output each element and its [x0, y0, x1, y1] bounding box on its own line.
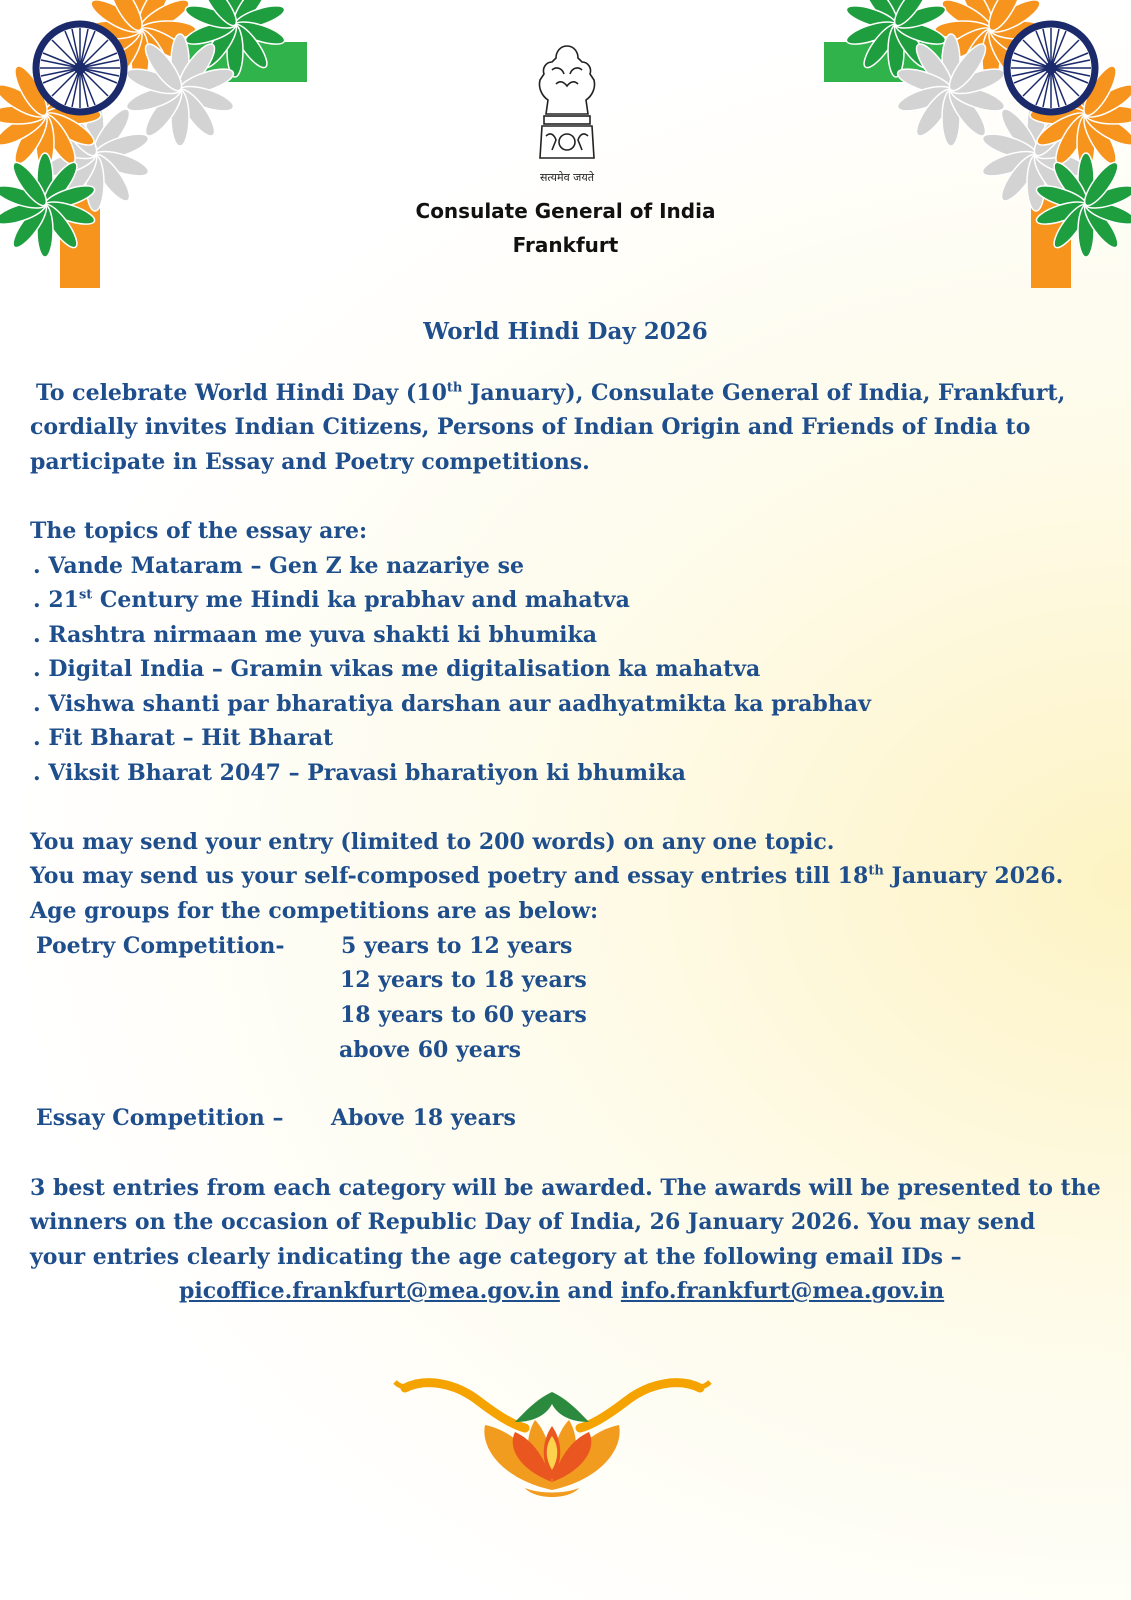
topic-item: . Vishwa shanti par bharatiya darshan aur aadhyatmikta ka prabhav [33, 691, 871, 717]
topic-item: . 21st Century me Hindi ka prabhav and mahatva [33, 587, 630, 613]
poetry-age-group: above 60 years [339, 1037, 522, 1063]
page-title: World Hindi Day 2026 [423, 318, 708, 345]
email-line: picoffice.frankfurt@mea.gov.in and info.frankfurt@mea.gov.in [179, 1278, 945, 1304]
topic-item: . Rashtra nirmaan me yuva shakti ki bhumika [33, 622, 598, 648]
deadline-text: You may send us your self-composed poetry and essay entries till 18th January 2026. [30, 863, 1064, 889]
poetry-age-group: 12 years to 18 years [340, 967, 587, 993]
consulate-name: Consulate General of India [415, 199, 716, 223]
topic-item: . Fit Bharat – Hit Bharat [33, 725, 334, 751]
essay-competition-label: Essay Competition – [36, 1105, 284, 1131]
emblem-motto: सत्यमेव जयते [539, 171, 595, 184]
poetry-competition-label: Poetry Competition- [36, 933, 285, 959]
intro-line-2: cordially invites Indian Citizens, Persons of Indian Origin and Friends of India to [30, 414, 1031, 440]
topic-item: . Digital India – Gramin vikas me digitalisation ka mahatva [33, 656, 761, 682]
topics-heading: The topics of the essay are: [30, 518, 368, 544]
age-groups-intro: Age groups for the competitions are as below: [30, 898, 599, 924]
topic-item: . Vande Mataram – Gen Z ke nazariye se [33, 553, 524, 579]
topic-item: . Viksit Bharat 2047 – Pravasi bharatiyon ki bhumika [33, 760, 686, 786]
awards-line-1: 3 best entries from each category will be awarded. The awards will be presented to the [30, 1175, 1101, 1201]
email-link-info[interactable]: info.frankfurt@mea.gov.in [620, 1278, 945, 1304]
email-link-picoffice[interactable]: picoffice.frankfurt@mea.gov.in [179, 1278, 560, 1304]
national-emblem-icon [522, 40, 612, 190]
awards-line-3: your entries clearly indicating the age category at the following email IDs – [30, 1244, 962, 1270]
diya-flower-icon [385, 1370, 720, 1505]
consulate-city: Frankfurt [512, 233, 619, 257]
intro-line-3: participate in Essay and Poetry competitions. [30, 449, 590, 475]
poetry-age-group: 18 years to 60 years [340, 1002, 587, 1028]
poetry-age-group: 5 years to 12 years [341, 933, 573, 959]
entry-limit-text: You may send your entry (limited to 200 words) on any one topic. [30, 829, 835, 855]
intro-line-1: To celebrate World Hindi Day (10th January), Consulate General of India, Frankfurt, [36, 380, 1066, 406]
awards-line-2: winners on the occasion of Republic Day of India, 26 January 2026. You may send [30, 1209, 1036, 1235]
essay-age-group: Above 18 years [331, 1105, 516, 1131]
